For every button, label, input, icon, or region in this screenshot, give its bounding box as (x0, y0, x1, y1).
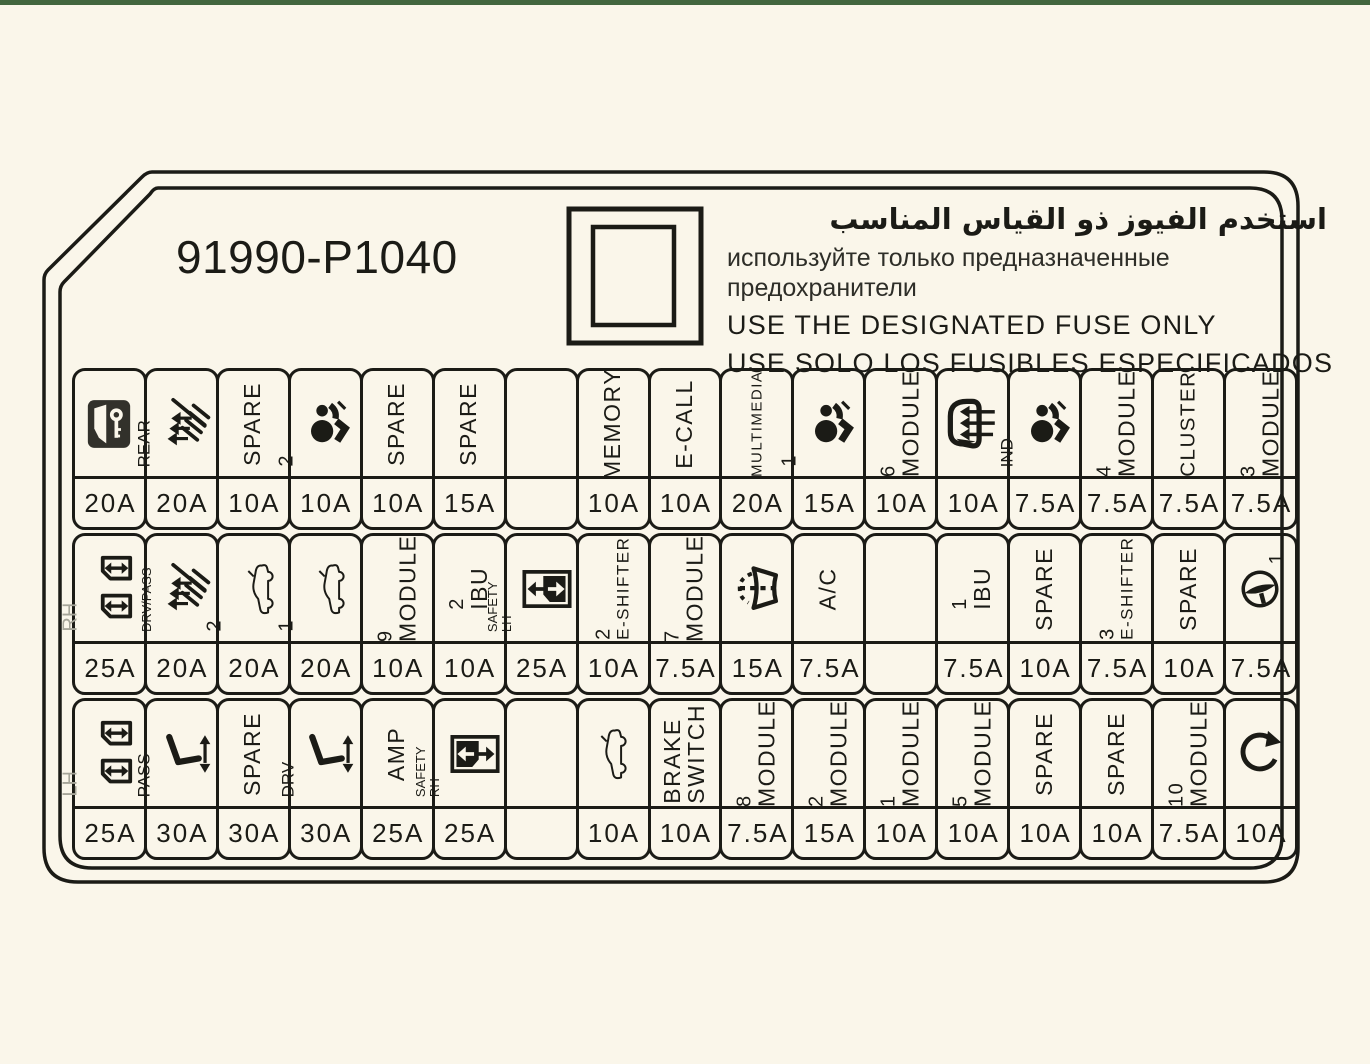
fuse-amp-rating: 7.5A (1226, 476, 1295, 527)
fuse-amp-rating: 20A (75, 476, 144, 527)
empty-fuse-cell (863, 533, 938, 695)
fuse-symbol-area (938, 701, 1007, 806)
car-outline-icon (233, 562, 287, 616)
fuse-symbol-area (722, 701, 791, 806)
empty-fuse-cell (504, 368, 579, 530)
safety-window-icon (522, 569, 572, 608)
fuse-cell (134, 698, 219, 860)
fuse-symbol-area (794, 701, 863, 806)
fuse-side-label: 2 (275, 455, 298, 467)
fuse-symbol-area (363, 371, 432, 476)
fuse-cell (648, 698, 723, 860)
fuse-amp-rating: 20A (147, 641, 216, 692)
fuse-amp-rating (507, 806, 576, 857)
fuse-cell (997, 368, 1082, 530)
fuse-cell (412, 698, 507, 860)
fuse-symbol-area (579, 536, 648, 641)
fuse-symbol-area (1010, 536, 1079, 641)
fuse-symbol-area (412, 701, 504, 806)
fuse-symbol-area (134, 371, 216, 476)
airbag-icon (811, 399, 859, 449)
car-outline-icon (586, 727, 640, 781)
fuse-label: SPARE (1102, 711, 1129, 796)
fuse-amp-rating: 7.5A (1082, 476, 1151, 527)
fuse-amp-rating: 10A (938, 806, 1007, 857)
heated-grid-icon (162, 397, 214, 451)
fuse-symbol-area (794, 536, 863, 641)
fuse-label: SPARE (455, 381, 482, 466)
fuse-cell (216, 368, 291, 530)
fuse-symbol-area (363, 536, 432, 641)
fuse-amp-rating: 7.5A (651, 641, 720, 692)
fuse-cell (138, 533, 219, 695)
fuse-side-label: 2 (203, 620, 226, 632)
fuse-amp-rating: 7.5A (1226, 641, 1295, 692)
fuse-amp-rating: 30A (147, 806, 216, 857)
fuse-cell (1079, 698, 1154, 860)
fuse-symbol-area (134, 701, 216, 806)
power-seat-icon (306, 732, 356, 775)
fuse-label: CLUSTER (1176, 370, 1200, 477)
fuse-amp-rating: 10A (363, 476, 432, 527)
fuse-label: 2 MODULE (805, 699, 852, 808)
fuse-symbol-area (997, 371, 1079, 476)
fuse-amp-rating: 7.5A (1082, 641, 1151, 692)
fuse-amp-rating: 10A (363, 641, 432, 692)
fuse-symbol-area (59, 701, 144, 806)
fuse-amp-rating: 10A (1082, 806, 1151, 857)
safety-window-icon (450, 734, 500, 773)
fuse-label: SPARE (239, 381, 266, 466)
fuse-amp-rating: 10A (579, 641, 648, 692)
fuse-row (59, 698, 1298, 860)
fuse-amp-rating: 7.5A (1154, 476, 1223, 527)
fuse-cell (1151, 533, 1226, 695)
fuse-symbol-area (1226, 701, 1295, 806)
fuse-label: 1 IBU (949, 567, 996, 610)
fuse-label: MULTIMEDIA (748, 370, 766, 477)
fuse-amp-rating: 20A (722, 476, 791, 527)
fuse-cell (1223, 533, 1298, 695)
fuse-cell (935, 698, 1010, 860)
car-outline-icon (304, 562, 358, 616)
steering-wheel-icon (1238, 567, 1282, 611)
fuse-amp-rating: 10A (651, 806, 720, 857)
fuse-amp-rating: 30A (291, 806, 360, 857)
fuse-amp-rating: 10A (435, 641, 504, 692)
fuse-label: 9 MODULE (373, 534, 420, 643)
door-lock-icon (86, 397, 132, 451)
fuse-amp-rating: 7.5A (1154, 806, 1223, 857)
fuse-amp-rating: 25A (363, 806, 432, 857)
notice-spanish: USE SOLO LOS FUSIBLES ESPECIFICADOS (727, 347, 1334, 378)
fuse-label: SPARE (383, 381, 410, 466)
fuse-symbol-area (435, 371, 504, 476)
fuse-amp-rating: 10A (1010, 641, 1079, 692)
fuse-side-label: 1 (275, 620, 298, 632)
fuse-symbol-area (866, 371, 935, 476)
fuse-cell (648, 368, 723, 530)
fuse-row (59, 533, 1298, 695)
fuse-amp-rating: 25A (435, 806, 504, 857)
notice-english: USE THE DESIGNATED FUSE ONLY (727, 309, 1217, 340)
fuse-side-label: 1 (1265, 553, 1288, 565)
fuse-label: 2 IBU (445, 567, 492, 610)
fuse-amp-rating: 10A (1226, 806, 1295, 857)
fuse-amp-rating: 15A (722, 641, 791, 692)
part-number: 91990-P1040 (176, 231, 458, 283)
fuse-cell (576, 368, 651, 530)
fuse-label: MEMORY (599, 367, 626, 480)
fuse-label: 5 MODULE (949, 699, 996, 808)
fuse-label: SPARE (239, 711, 266, 796)
fuse-label: 1 MODULE (877, 699, 924, 808)
fuse-cell (1007, 533, 1082, 695)
fuse-amp-rating: 7.5A (722, 806, 791, 857)
fuse-amp-rating: 30A (219, 806, 288, 857)
fuse-label: 8 MODULE (733, 699, 780, 808)
fuse-side-label: SAFETY LH (484, 581, 514, 632)
fuse-symbol-area (651, 371, 720, 476)
fuse-side-label: RH (59, 603, 82, 632)
fuse-cell (275, 368, 363, 530)
fuse-amp-rating: 25A (75, 806, 144, 857)
fuse-amp-rating: 10A (579, 806, 648, 857)
fuse-cell (863, 368, 938, 530)
fuse-label: 3 E-SHIFTER (1096, 536, 1137, 641)
fuse-amp-rating: 20A (219, 641, 288, 692)
fuse-amp-rating: 10A (219, 476, 288, 527)
fuse-cell (1151, 368, 1226, 530)
fuse-symbol-area (507, 701, 576, 806)
fuse-symbol-area (275, 371, 360, 476)
power-seat-icon (163, 732, 213, 775)
fuse-label: 7 MODULE (661, 534, 708, 643)
fuse-label: SPARE (1030, 546, 1057, 631)
heated-grid-icon (162, 562, 214, 616)
fuse-label: 10 MODULE (1165, 699, 1211, 808)
fuse-symbol-area (219, 701, 288, 806)
fuse-cell (648, 533, 723, 695)
fuse-amp-rating: 10A (651, 476, 720, 527)
fuse-symbol-area (1154, 536, 1223, 641)
fuse-symbol-area (1226, 371, 1295, 476)
fuse-cell (360, 533, 435, 695)
fuse-label: A/C (814, 567, 841, 610)
fuse-amp-rating: 10A (866, 806, 935, 857)
fuse-cell (134, 368, 219, 530)
fuse-amp-rating: 7.5A (1010, 476, 1079, 527)
empty-fuse-cell (504, 698, 579, 860)
nested-squares-fuse-icon (566, 206, 704, 351)
fuse-cell (1223, 698, 1298, 860)
fuse-amp-rating: 7.5A (794, 641, 863, 692)
fuse-symbol-area (484, 536, 576, 641)
fuse-symbol-area (1154, 371, 1223, 476)
fuse-cell (203, 533, 291, 695)
fuse-cell (432, 368, 507, 530)
fuse-symbol-area (651, 536, 720, 641)
fuse-amp-rating: 10A (1010, 806, 1079, 857)
fuse-symbol-area (275, 536, 360, 641)
notice-russian-line1: используйте только предназначенные (727, 243, 1170, 272)
fuse-cell (576, 698, 651, 860)
fuse-cell (778, 368, 866, 530)
fuse-cell (1007, 698, 1082, 860)
heated-mirror-icon (946, 398, 1000, 449)
fuse-amp-rating: 20A (291, 641, 360, 692)
fuse-amp-rating: 15A (794, 806, 863, 857)
fuse-label: 6 MODULE (877, 369, 924, 478)
fuse-symbol-area (1082, 701, 1151, 806)
notice-arabic: استخدم الفيوز ذو القياس المناسب (829, 202, 1327, 236)
fuse-side-label: PASS (134, 752, 154, 797)
fuse-side-label: IND (997, 437, 1017, 467)
fuse-cell (791, 698, 866, 860)
fuse-cell (1079, 533, 1154, 695)
fuse-symbol-area (778, 371, 863, 476)
fuse-cell (360, 368, 435, 530)
fuse-amp-rating (866, 641, 935, 692)
fuse-symbol-area (938, 536, 1007, 641)
fuse-row (72, 368, 1298, 530)
fuse-label: 4 MODULE (1093, 369, 1140, 478)
fuse-amp-rating (507, 476, 576, 527)
airbag-icon (307, 399, 355, 449)
fuse-cell (935, 533, 1010, 695)
fuse-side-label: DRV (278, 761, 298, 797)
fuse-label: SPARE (1030, 711, 1057, 796)
fuse-cell (484, 533, 579, 695)
fuse-amp-rating: 20A (147, 476, 216, 527)
fuse-cell (719, 698, 794, 860)
fuse-symbol-area (1010, 701, 1079, 806)
fuse-amp-rating: 25A (75, 641, 144, 692)
fuse-label: BRAKE SWITCH (659, 703, 709, 804)
fuse-label: E-CALL (671, 378, 698, 469)
fuse-cell (1079, 368, 1154, 530)
fuse-symbol-area (722, 536, 791, 641)
fuse-cell (576, 533, 651, 695)
fuse-side-label: 1 (778, 455, 801, 467)
fuse-symbol-area (1082, 371, 1151, 476)
notice-russian-line2: предохранители (727, 273, 917, 302)
fuse-amp-rating: 10A (291, 476, 360, 527)
fuse-cell (791, 533, 866, 695)
fuse-side-label: DRV/PASS (138, 567, 154, 632)
fuse-amp-rating: 10A (1154, 641, 1223, 692)
fuse-symbol-area (866, 701, 935, 806)
fuse-symbol-area (1226, 536, 1295, 641)
fuse-amp-rating: 25A (507, 641, 576, 692)
fuse-label: AMP (383, 726, 410, 781)
fuse-symbol-area (1082, 536, 1151, 641)
fuse-cell (863, 698, 938, 860)
notice-block (727, 202, 1334, 379)
fuse-cell (278, 698, 363, 860)
fuse-label: 2 E-SHIFTER (592, 536, 633, 641)
fuse-cell (275, 533, 363, 695)
fuse-cell (719, 533, 794, 695)
fuse-amp-rating: 10A (938, 476, 1007, 527)
fuse-symbol-area (579, 367, 648, 480)
fuse-side-label: REAR (134, 419, 154, 467)
power-window-pair-icon (97, 553, 135, 625)
fuse-side-label: LH (59, 771, 82, 797)
fuse-cell (1151, 698, 1226, 860)
fuse-amp-rating: 15A (435, 476, 504, 527)
fuse-amp-rating: 7.5A (938, 641, 1007, 692)
fuse-cell (1223, 368, 1298, 530)
fuse-amp-rating: 10A (866, 476, 935, 527)
fuse-symbol-area (1154, 701, 1223, 806)
fuse-symbol-area (651, 701, 720, 806)
airbag-icon (1027, 399, 1075, 449)
fuse-amp-rating: 15A (794, 476, 863, 527)
fuse-symbol-area (579, 701, 648, 806)
fuse-symbol-area (59, 536, 144, 641)
rotate-arrow-icon (1236, 730, 1284, 778)
fuse-symbol-area (507, 371, 576, 476)
fuse-cell (719, 368, 794, 530)
fuse-symbol-area (866, 536, 935, 641)
power-window-pair-icon (97, 718, 135, 790)
fuse-symbol-area (278, 701, 360, 806)
fuse-label: SPARE (1174, 546, 1201, 631)
fuse-label: 3 MODULE (1237, 369, 1283, 478)
fuse-amp-rating: 10A (579, 476, 648, 527)
fuse-side-label: SAFETY RH (412, 746, 442, 797)
fuse-cell (59, 533, 147, 695)
fuse-symbol-area (75, 371, 144, 476)
washer-jet-icon (733, 563, 781, 615)
